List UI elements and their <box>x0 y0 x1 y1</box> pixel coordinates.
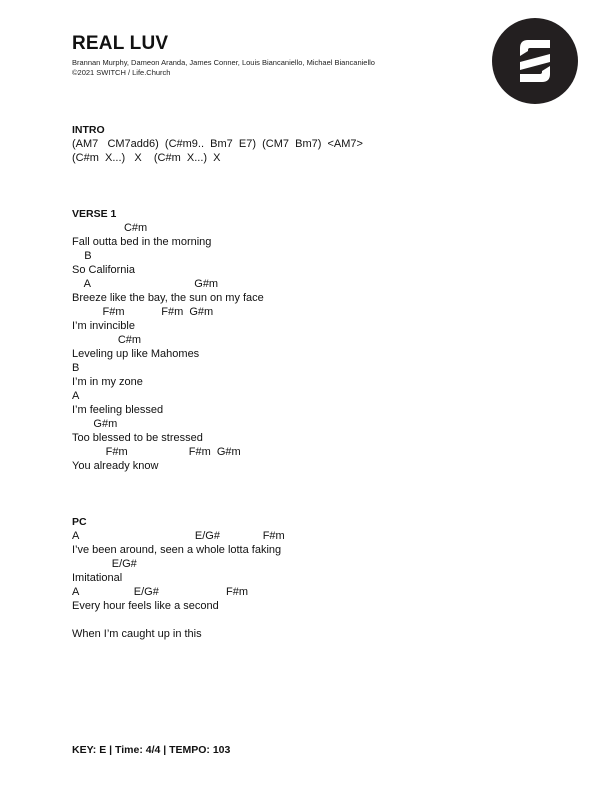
section-verse-1 <box>72 207 552 473</box>
switch-logo-icon <box>492 18 578 104</box>
chord-line: G#m <box>72 418 118 430</box>
chord-line: B <box>72 250 92 262</box>
chord-line: A <box>72 390 80 402</box>
chord-line: F#m F#m G#m <box>72 446 241 458</box>
lyric-line: Imitational <box>72 572 123 584</box>
chord-line: A G#m <box>72 278 219 290</box>
lyric-line: I’ve been around, seen a whole lotta faking <box>72 544 282 556</box>
lyric-line: I’m feeling blessed <box>72 404 164 416</box>
chord-line: E/G# <box>72 558 137 570</box>
chord-line: C#m <box>72 222 148 234</box>
chord-line: B <box>72 362 80 374</box>
lyric-line: Too blessed to be stressed <box>72 432 203 444</box>
section-heading-pc: PC <box>72 516 87 528</box>
chord-line: F#m F#m G#m <box>72 306 214 318</box>
lyric-line: So California <box>72 264 135 276</box>
section-intro <box>72 123 552 165</box>
lyric-line: I’m invincible <box>72 320 135 332</box>
section-heading-verse-1: VERSE 1 <box>72 208 117 220</box>
lyric-line: When I’m caught up in this <box>72 628 202 640</box>
lyric-line: Breeze like the bay, the sun on my face <box>72 292 264 304</box>
blank-line <box>72 613 552 627</box>
section-pc <box>72 515 552 641</box>
lyric-line: You already know <box>72 460 159 472</box>
lyric-line: Fall outta bed in the morning <box>72 236 212 248</box>
song-title: REAL LUV <box>72 33 169 54</box>
chord-line: A E/G# F#m <box>72 586 249 598</box>
chord-line: A E/G# F#m <box>72 530 285 542</box>
copyright-notice: ©2021 SWITCH / Life.Church <box>72 68 171 77</box>
song-info-footer: KEY: E | Time: 4/4 | TEMPO: 103 <box>72 744 231 756</box>
lyric-line: Leveling up like Mahomes <box>72 348 200 360</box>
lyric-line: Every hour feels like a second <box>72 600 219 612</box>
lyric-line: I’m in my zone <box>72 376 143 388</box>
chord-line: (AM7 CM7add6) (C#m9.. Bm7 E7) (CM7 Bm7) <AM7> <box>72 138 363 150</box>
section-heading-intro: INTRO <box>72 124 105 136</box>
songwriters-credit: Brannan Murphy, Dameon Aranda, James Conner, Louis Biancaniello, Michael Biancaniello <box>72 58 375 67</box>
chord-line: (C#m X...) X (C#m X...) X <box>72 152 221 164</box>
chord-line: C#m <box>72 334 142 346</box>
